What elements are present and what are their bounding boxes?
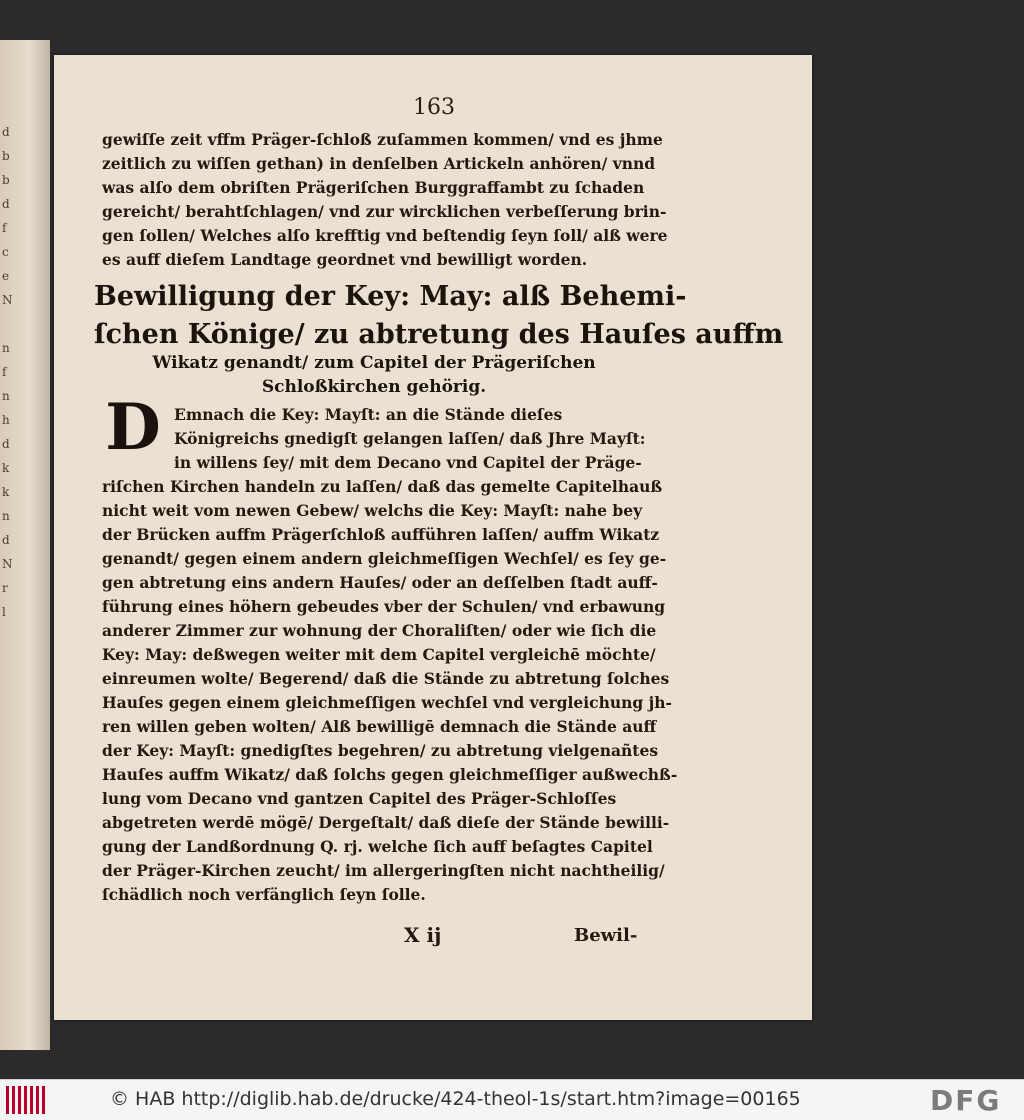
body-line: ren willen geben wolten/ Alß bewilligē demnach die Stände auff xyxy=(102,717,657,736)
left-page-edge xyxy=(0,40,50,1050)
section-heading-line: ſchen Könige/ zu abtretung des Hauſes auffm xyxy=(94,319,784,350)
decorated-initial: D xyxy=(105,390,161,465)
left-page-fragments: d b b d f c e N n f n h d k k n d N r l xyxy=(2,125,13,619)
body-line: abgetreten werdē mögē/ Dergeſtalt/ daß dieſe der Stände bewilli- xyxy=(102,813,670,832)
body-line: Hauſes gegen einem gleichmeſſigen wechſel vnd vergleichung jh- xyxy=(102,693,672,712)
body-line: Key: May: deßwegen weiter mit dem Capitel vergleichē möchte/ xyxy=(102,645,656,664)
body-line: der Brücken auffm Prägerſchloß aufführen laſſen/ auffm Wikatz xyxy=(102,525,660,544)
intro-line: es auff dieſem Landtage geordnet vnd bewilligt worden. xyxy=(102,250,588,269)
body-line: ſchädlich noch verfänglich ſeyn ſolle. xyxy=(102,885,426,904)
section-heading-line: Schloßkirchen gehörig. xyxy=(261,377,487,397)
intro-line: gen ſollen/ Welches alſo krefftig vnd beſtendig ſeyn ſoll/ alß were xyxy=(102,226,668,245)
section-heading-line: Wikatz genandt/ zum Capitel der Prägeriſchen xyxy=(152,353,596,373)
body-line: Hauſes auffm Wikatz/ daß ſolchs gegen gleichmeſſiger außwechß- xyxy=(102,765,678,784)
hab-barcode-icon xyxy=(6,1086,46,1114)
intro-line: gereicht/ berahtſchlagen/ vnd zur wircklichen verbeſſerung brin- xyxy=(102,202,667,221)
body-line: lung vom Decano vnd gantzen Capitel des Präger-Schloſſes xyxy=(102,789,617,808)
intro-line: gewiſſe zeit vffm Präger-ſchloß zuſammen kommen/ vnd es jhme xyxy=(102,130,663,149)
copyright-link[interactable]: © HAB http://diglib.hab.de/drucke/424-theol-1s/start.htm?image=00165 xyxy=(110,1088,801,1110)
body-line: Emnach die Key: Mayſt: an die Stände dieſes xyxy=(174,405,563,424)
page-number: 163 xyxy=(413,95,455,120)
body-line: anderer Zimmer zur wohnung der Choraliſten/ oder wie ſich die xyxy=(102,621,657,640)
body-line: in willens ſey/ mit dem Decano vnd Capitel der Präge- xyxy=(174,453,642,472)
body-line: gung der Landßordnung Q. rj. welche ſich auff beſagtes Capitel xyxy=(102,837,653,856)
body-line: nicht weit vom newen Gebew/ welchs die Key: Mayſt: nahe bey xyxy=(102,501,643,520)
catchword: Bewil- xyxy=(574,925,638,946)
body-line: gen abtretung eins andern Hauſes/ oder an deſſelben ſtadt auff- xyxy=(102,573,658,592)
section-heading-line: Bewilligung der Key: May: alß Behemi- xyxy=(94,281,687,312)
body-line: riſchen Kirchen handeln zu laſſen/ daß das gemelte Capitelhauß xyxy=(102,477,663,496)
signature-mark: X ij xyxy=(404,923,442,947)
footer-bar xyxy=(0,1079,1024,1120)
body-line: der Präger-Kirchen zeucht/ im allergeringſten nicht nachtheilig/ xyxy=(102,861,665,880)
intro-line: was alſo dem obriſten Prägeriſchen Burggraffambt zu ſchaden xyxy=(102,178,645,197)
intro-line: zeitlich zu wiſſen gethan) in denſelben Artickeln anhören/ vnnd xyxy=(102,154,656,173)
body-line: Königreichs gnedigſt gelangen laſſen/ daß Jhre Mayſt: xyxy=(174,429,646,448)
body-line: der Key: Mayſt: gnedigſtes begehren/ zu abtretung vielgenañtes xyxy=(102,741,659,760)
book-page xyxy=(54,55,812,1020)
body-line: einreumen wolte/ Begerend/ daß die Stände zu abtretung ſolches xyxy=(102,669,670,688)
body-line: führung eines höhern gebeudes vber der Schulen/ vnd erbawung xyxy=(102,597,666,616)
body-line: genandt/ gegen einem andern gleichmeſſigen Wechſel/ es ſey ge- xyxy=(102,549,667,568)
dfg-logo: DFG xyxy=(930,1084,1002,1117)
